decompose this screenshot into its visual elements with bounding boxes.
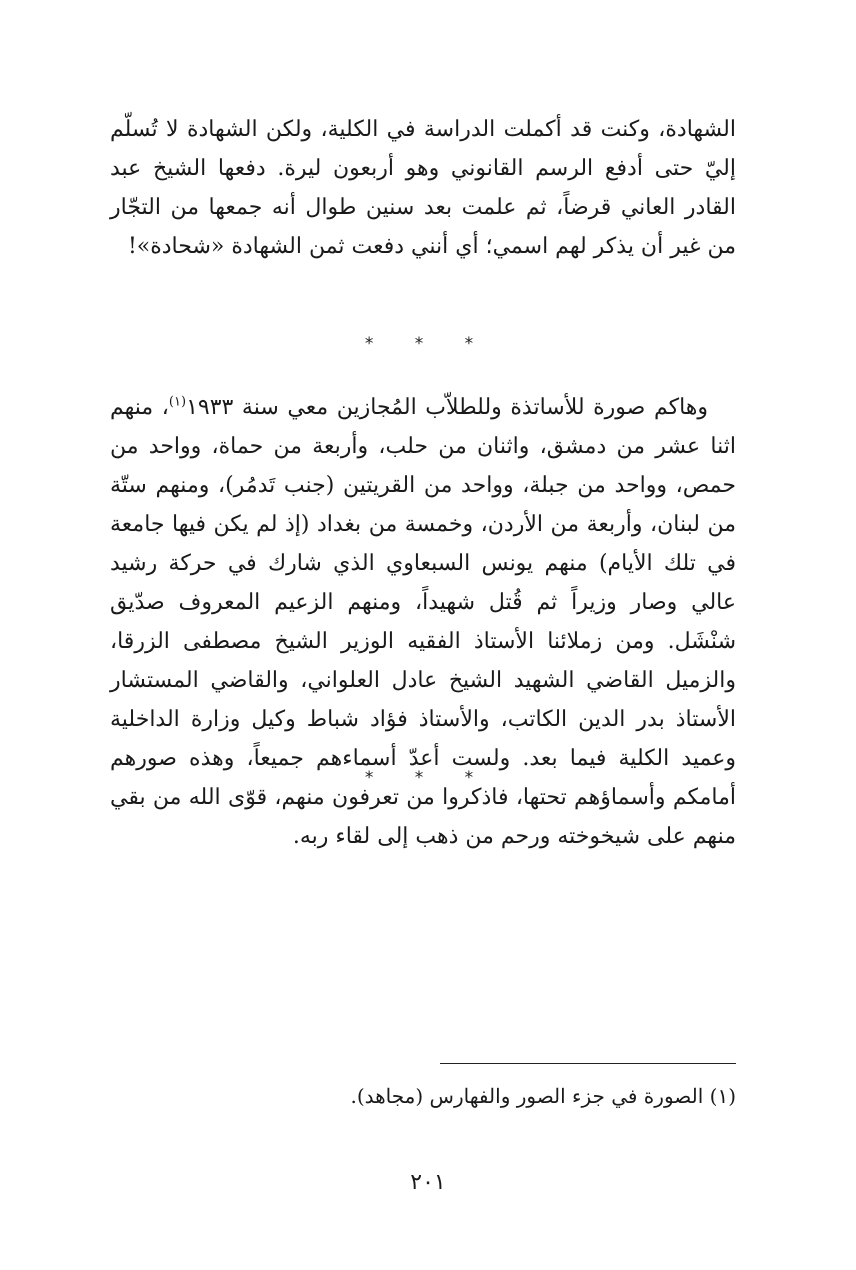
section-separator-end: * * *: [364, 768, 492, 788]
paragraph-2-text-rest: ، منهم اثنا عشر من دمشق، واثنان من حلب، وأربعة من حماة، وواحد من حمص، وواحد من جبلة، وواحد من القريتين (جنب تَدمُر)، ومنهم ستّة من لبنان، وأربعة من الأردن، وخمسة من بغداد (إذ لم يكن فيها جامعة في تلك الأيام) منهم يونس السبعاوي الذي شارك في حركة رشيد عالي وصار وزيراً ثم قُتل شهيداً، ومنهم الزعيم المعروف صدّيق شنْشَل. ومن زملائنا الأستاذ الفقيه الوزير الشيخ مصطفى الزرقا، والزميل القاضي الشهيد الشيخ عادل العلواني، والقاضي المستشار الأستاذ بدر الدين الكاتب، والأستاذ فؤاد شباط وكيل وزارة الداخلية وعميد الكلية فيما بعد. ولست أعدّ أسماءهم جميعاً، وهذه صورهم أمامكم وأسماؤهم تحتها، فاذكروا من تعرفون منهم، قوّى الله من بقي منهم على شيخوخته ورحم من ذهب إلى لقاء ربه.: [110, 395, 736, 849]
section-separator: * * *: [364, 334, 492, 354]
page-number: ٢٠١: [410, 1170, 446, 1195]
paragraph-2-text-start: وهاكم صورة للأساتذة وللطلاّب المُجازين معي سنة ١٩٣٣: [186, 395, 708, 420]
footnote-divider: [440, 1063, 736, 1064]
footnote-reference[interactable]: (١): [168, 394, 187, 410]
footnote: (١) الصورة في جزء الصور والفهارس (مجاهد).: [350, 1084, 736, 1108]
paragraph-1: الشهادة، وكنت قد أكملت الدراسة في الكلية، ولكن الشهادة لا تُسلّم إليّ حتى أدفع الرسم القانوني وهو أربعون ليرة. دفعها الشيخ عبد القادر العاني قرضاً، ثم علمت بعد سنين طوال أنه جمعها من التجّار من غير أن يذكر لهم اسمي؛ أي أنني دفعت ثمن الشهادة «شحادة»!: [110, 117, 736, 259]
